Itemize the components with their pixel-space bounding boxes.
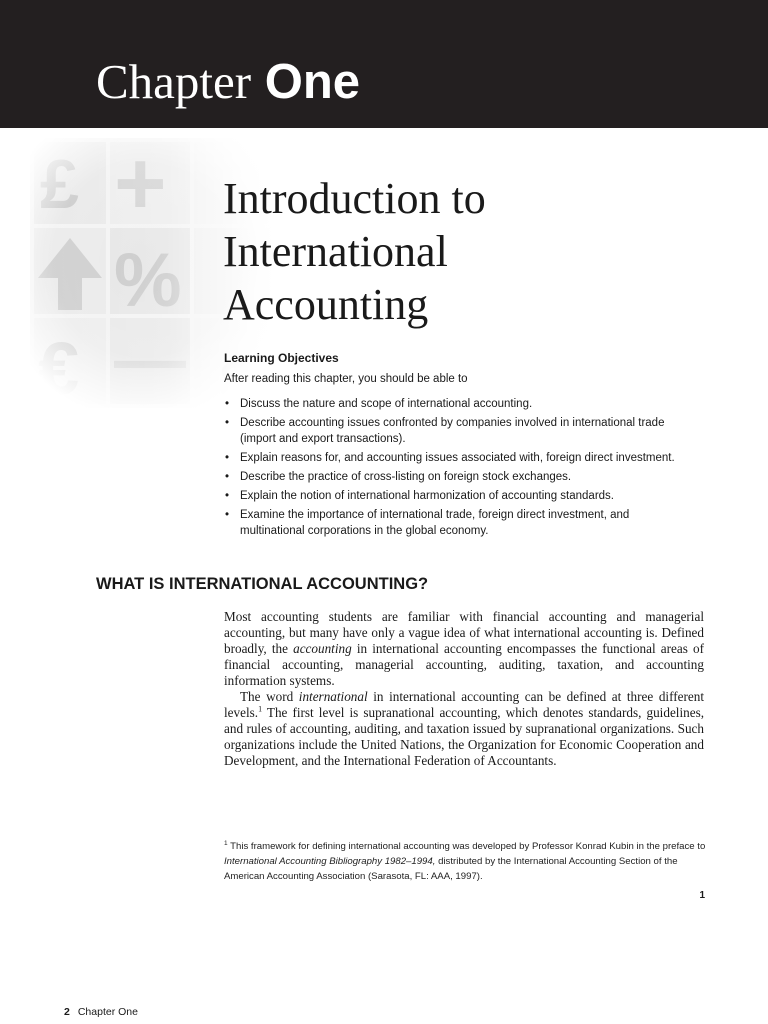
chapter-heading [96, 52, 360, 112]
chapter-title-line: International [223, 227, 448, 276]
page-number: 1 [699, 890, 705, 901]
objective-item: • Discuss the nature and scope of international accounting. [224, 396, 684, 412]
footnote-book-title: International Accounting Bibliography 1982–1994, [224, 856, 436, 867]
footer-chapter-label: Chapter One [77, 1006, 138, 1018]
learning-objectives-heading: Learning Objectives [224, 351, 339, 365]
body-text [224, 609, 704, 769]
chapter-title-line: Introduction to [223, 174, 486, 223]
chapter-number: One [264, 55, 361, 109]
chapter-word: Chapter [96, 54, 252, 109]
emphasis: accounting [293, 641, 352, 656]
emphasis: international [298, 689, 368, 704]
chapter-title [223, 172, 486, 331]
objective-item: • Describe accounting issues confronted by companies involved in international trade (import and export transactions). [224, 415, 684, 447]
learning-objectives-list [224, 396, 684, 542]
learning-objectives-intro: After reading this chapter, you should be able to [224, 373, 468, 385]
running-footer [64, 1006, 138, 1019]
footnote-marker: 1 [224, 839, 228, 847]
objective-item: • Explain reasons for, and accounting issues associated with, foreign direct investment. [224, 450, 684, 466]
body-paragraph: The word international in international accounting can be defined at three different levels.$^1$ The first level is supranational accounting, which denotes standards, guidelines, and rules of accounting, auditing, and taxation issued by supranational organizations. Such organizations include the United Nations, the Organization for Economic Cooperation and Development, and the International Federation of Accountants. [224, 689, 704, 768]
section-heading: WHAT IS INTERNATIONAL ACCOUNTING? [96, 575, 429, 593]
chapter-title-line: Accounting [223, 280, 429, 329]
footer-page-number: 2 [64, 1006, 70, 1018]
footnote-reference[interactable]: 1 [258, 704, 263, 714]
footnote: $^1$ This framework for defining international accounting was developed by Professor Konrad Kubin in the preface to International Accounting Bibliography 1982–1994, distributed by the International Accounting Section of the American Accounting Association (Sarasota, FL: AAA, 1997). [224, 839, 706, 882]
objective-item: • Describe the practice of cross-listing on foreign stock exchanges. [224, 469, 684, 485]
objective-item: • Explain the notion of international harmonization of accounting standards. [224, 488, 684, 504]
chapter-banner [0, 0, 768, 128]
body-paragraph: Most accounting students are familiar with financial accounting and managerial accounting, but many have only a vague idea of what international accounting is. Defined broadly, the accounting in international accounting encompasses the functional areas of financial accounting, managerial accounting, auditing, taxation, and accounting information systems. [224, 609, 704, 688]
objective-item: • Examine the importance of international trade, foreign direct investment, and multinational corporations in the global economy. [224, 507, 684, 539]
